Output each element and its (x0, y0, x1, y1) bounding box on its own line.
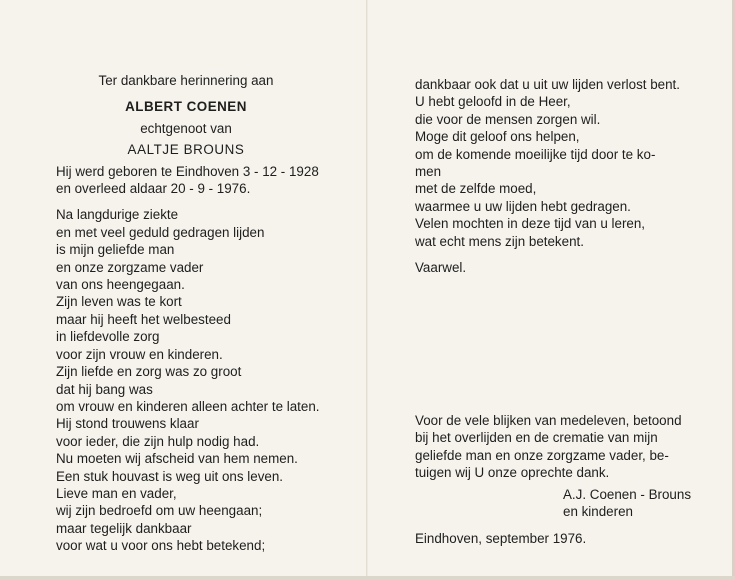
card-edge-bottom (0, 576, 735, 580)
death-line: en overleed aldaar 20 - 9 - 1976. (56, 181, 251, 197)
right-poem (415, 76, 715, 250)
poem-line: Zijn leven was te kort (56, 294, 182, 310)
poem-line: dat hij bang was (56, 381, 153, 397)
poem-line: Lieve man en vader, (56, 485, 177, 501)
signature-block (563, 486, 691, 521)
poem-line: die voor de mensen zorgen wil. (415, 111, 601, 127)
poem-line: voor ieder, die zijn hulp nodig had. (56, 433, 260, 449)
poem-line: waarmee u uw lijden hebt gedragen. (415, 198, 631, 214)
signature-name: A.J. Coenen - Brouns (563, 487, 692, 502)
poem-line: dankbaar ook dat u uit uw lijden verlost bent. (415, 77, 681, 92)
poem-line: Hij stond trouwens klaar (56, 416, 199, 432)
thanks-line: geliefde man en onze zorgzame vader, be- (415, 447, 669, 463)
left-poem (56, 206, 346, 554)
birth-line: Hij werd geboren te Eindhoven 3 - 12 - 1928 (56, 163, 319, 179)
poem-line: en onze zorgzame vader (56, 259, 204, 275)
poem-line: Moge dit geloof ons helpen, (415, 129, 580, 145)
place-date: Eindhoven, september 1976. (415, 531, 587, 546)
poem-line: in liefdevolle zorg (56, 329, 160, 345)
thanks-line: bij het overlijden en de crematie van mijn (415, 430, 658, 446)
poem-line: wij zijn bedroefd om uw heengaan; (56, 503, 263, 519)
poem-line: en met veel geduld gedragen lijden (56, 224, 265, 240)
left-panel (56, 72, 346, 555)
thanks-line: tuigen wij U onze oprechte dank. (415, 465, 610, 481)
poem-line: Zijn liefde en zorg was zo groot (56, 364, 242, 380)
poem-line: Na langdurige ziekte (56, 207, 179, 223)
spouse-name: AALTJE BROUNS (127, 142, 245, 158)
poem-line: maar hij heeft het welbesteed (56, 311, 231, 327)
farewell-line: Vaarwel. (415, 260, 467, 276)
thanks-line: Voor de vele blijken van medeleven, betoond (415, 413, 682, 428)
thank-you-note (415, 412, 705, 482)
card-fold (366, 0, 368, 580)
poem-line: maar tegelijk dankbaar (56, 520, 192, 536)
signature-family: en kinderen (563, 504, 633, 520)
deceased-name: ALBERT COENEN (125, 99, 247, 115)
poem-line: Nu moeten wij afscheid van hem nemen. (56, 451, 298, 467)
poem-line: Een stuk houvast is weg uit ons leven. (56, 468, 284, 484)
poem-line: Velen mochten in deze tijd van u leren, (415, 216, 646, 232)
poem-line: om de komende moeilijke tijd door te ko- (415, 146, 656, 162)
poem-line: met de zelfde moed, (415, 181, 537, 197)
poem-line: om vrouw en kinderen alleen achter te laten. (56, 398, 320, 414)
poem-line: men (415, 164, 442, 180)
poem-line: wat echt mens zijn betekent. (415, 233, 584, 249)
poem-line: is mijn geliefde man (56, 242, 175, 258)
poem-line: U hebt geloofd in de Heer, (415, 94, 571, 110)
right-panel (415, 76, 715, 276)
relation-line: echtgenoot van (140, 120, 232, 136)
poem-line: voor zijn vrouw en kinderen. (56, 346, 223, 362)
poem-line: voor wat u voor ons hebt betekend; (56, 538, 266, 554)
poem-line: van ons heengegaan. (56, 277, 185, 293)
intro-line: Ter dankbare herinnering aan (98, 73, 274, 88)
